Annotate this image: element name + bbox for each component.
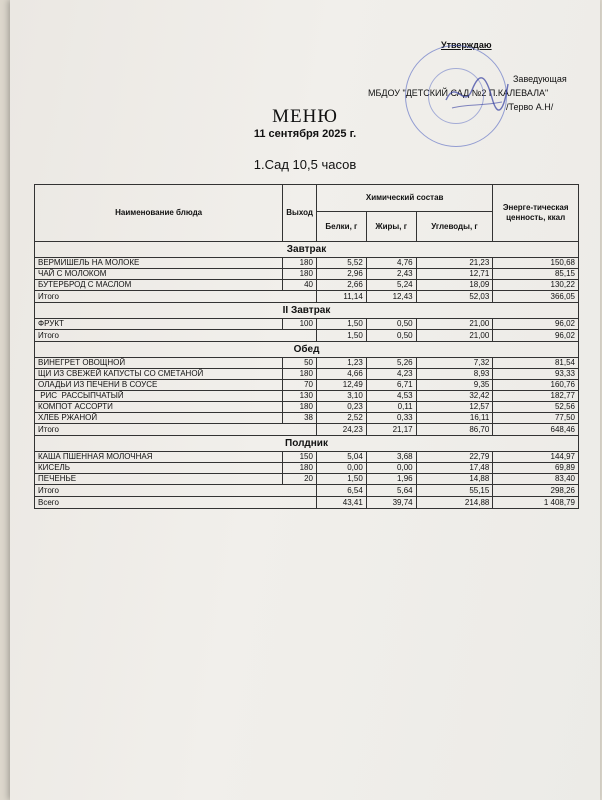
dish-protein: 1,23 <box>316 358 366 369</box>
total-label: Итого <box>35 424 317 436</box>
dish-protein: 0,00 <box>316 463 366 474</box>
dish-energy: 93,33 <box>493 369 579 380</box>
dish-carb: 12,71 <box>416 269 493 280</box>
dish-carb: 8,93 <box>416 369 493 380</box>
dish-yield: 20 <box>283 474 317 485</box>
total-carb: 52,03 <box>416 291 493 303</box>
dish-yield: 38 <box>283 413 317 424</box>
total-fat: 5,64 <box>366 485 416 497</box>
dish-energy: 130,22 <box>493 280 579 291</box>
dish-energy: 160,76 <box>493 380 579 391</box>
dish-yield: 70 <box>283 380 317 391</box>
grand-total-label: Всего <box>35 497 317 509</box>
total-energy: 298,26 <box>493 485 579 497</box>
table-row <box>35 319 579 330</box>
dish-fat: 3,68 <box>366 452 416 463</box>
dish-fat: 4,23 <box>366 369 416 380</box>
total-row <box>35 291 579 303</box>
dish-carb: 21,23 <box>416 258 493 269</box>
total-protein: 6,54 <box>316 485 366 497</box>
dish-protein: 2,66 <box>316 280 366 291</box>
dish-protein: 0,23 <box>316 402 366 413</box>
dish-carb: 18,09 <box>416 280 493 291</box>
grand-total-row <box>35 497 579 509</box>
total-protein: 11,14 <box>316 291 366 303</box>
dish-name: ОЛАДЬИ ИЗ ПЕЧЕНИ В СОУСЕ <box>35 380 283 391</box>
table-row <box>35 369 579 380</box>
dish-fat: 1,96 <box>366 474 416 485</box>
dish-yield: 180 <box>283 258 317 269</box>
grand-total-fat: 39,74 <box>366 497 416 509</box>
dish-carb: 17,48 <box>416 463 493 474</box>
total-carb: 86,70 <box>416 424 493 436</box>
table-row <box>35 413 579 424</box>
table-row <box>35 269 579 280</box>
dish-carb: 21,00 <box>416 319 493 330</box>
grand-total-protein: 43,41 <box>316 497 366 509</box>
dish-energy: 81,54 <box>493 358 579 369</box>
section-title: II Завтрак <box>35 303 579 319</box>
dish-carb: 9,35 <box>416 380 493 391</box>
menu-sheet <box>10 0 600 800</box>
dish-yield: 180 <box>283 402 317 413</box>
dish-name: ФРУКТ <box>35 319 283 330</box>
table-row <box>35 258 579 269</box>
table-row <box>35 474 579 485</box>
dish-yield: 180 <box>283 269 317 280</box>
dish-name: ХЛЕБ РЖАНОЙ <box>35 413 283 424</box>
total-energy: 96,02 <box>493 330 579 342</box>
dish-fat: 0,50 <box>366 319 416 330</box>
section-title: Завтрак <box>35 242 579 258</box>
dish-name: КОМПОТ АССОРТИ <box>35 402 283 413</box>
dish-name: БУТЕРБРОД С МАСЛОМ <box>35 280 283 291</box>
dish-protein: 4,66 <box>316 369 366 380</box>
total-fat: 12,43 <box>366 291 416 303</box>
col-header-name: Наименование блюда <box>35 185 283 242</box>
dish-carb: 14,88 <box>416 474 493 485</box>
grand-total-energy: 1 408,79 <box>493 497 579 509</box>
dish-fat: 0,11 <box>366 402 416 413</box>
table-row <box>35 402 579 413</box>
dish-name: ВЕРМИШЕЛЬ НА МОЛОКЕ <box>35 258 283 269</box>
group-name: 1.Сад 10,5 часов <box>253 157 357 172</box>
dish-protein: 5,52 <box>316 258 366 269</box>
section-title: Обед <box>35 342 579 358</box>
grand-total-carb: 214,88 <box>416 497 493 509</box>
table-row <box>35 391 579 402</box>
dish-protein: 5,04 <box>316 452 366 463</box>
total-fat: 21,17 <box>366 424 416 436</box>
dish-name: КИСЕЛЬ <box>35 463 283 474</box>
dish-yield: 130 <box>283 391 317 402</box>
dish-yield: 150 <box>283 452 317 463</box>
dish-name: ЧАЙ С МОЛОКОМ <box>35 269 283 280</box>
dish-protein: 2,52 <box>316 413 366 424</box>
total-row <box>35 424 579 436</box>
dish-energy: 52,56 <box>493 402 579 413</box>
total-protein: 1,50 <box>316 330 366 342</box>
col-header-yield: Выход <box>283 185 317 242</box>
dish-protein: 12,49 <box>316 380 366 391</box>
dish-energy: 182,77 <box>493 391 579 402</box>
total-label: Итого <box>35 330 317 342</box>
dish-protein: 3,10 <box>316 391 366 402</box>
approve-label: Утверждаю <box>441 40 492 50</box>
dish-energy: 83,40 <box>493 474 579 485</box>
table-row <box>35 358 579 369</box>
dish-fat: 5,26 <box>366 358 416 369</box>
total-carb: 55,15 <box>416 485 493 497</box>
col-header-carb: Углеводы, г <box>416 212 493 242</box>
total-energy: 648,46 <box>493 424 579 436</box>
dish-name: ЩИ ИЗ СВЕЖЕЙ КАПУСТЫ СО СМЕТАНОЙ <box>35 369 283 380</box>
total-row <box>35 330 579 342</box>
dish-energy: 144,97 <box>493 452 579 463</box>
dish-name: РИС РАССЫПЧАТЫЙ <box>35 391 283 402</box>
approver-position: Заведующая <box>513 74 567 84</box>
col-header-energy: Энерге-тическая ценность, ккал <box>493 185 579 242</box>
dish-energy: 69,89 <box>493 463 579 474</box>
table-row <box>35 452 579 463</box>
dish-fat: 2,43 <box>366 269 416 280</box>
dish-name: КАША ПШЕННАЯ МОЛОЧНАЯ <box>35 452 283 463</box>
dish-carb: 32,42 <box>416 391 493 402</box>
dish-fat: 4,53 <box>366 391 416 402</box>
dish-yield: 40 <box>283 280 317 291</box>
table-row <box>35 280 579 291</box>
total-label: Итого <box>35 291 317 303</box>
dish-yield: 100 <box>283 319 317 330</box>
dish-energy: 85,15 <box>493 269 579 280</box>
menu-date: 11 сентября 2025 г. <box>253 128 357 140</box>
col-header-protein: Белки, г <box>316 212 366 242</box>
menu-table <box>34 184 579 509</box>
dish-carb: 12,57 <box>416 402 493 413</box>
dish-yield: 180 <box>283 463 317 474</box>
total-energy: 366,05 <box>493 291 579 303</box>
dish-energy: 96,02 <box>493 319 579 330</box>
dish-yield: 180 <box>283 369 317 380</box>
dish-carb: 16,11 <box>416 413 493 424</box>
total-label: Итого <box>35 485 317 497</box>
table-row <box>35 380 579 391</box>
col-header-chem: Химический состав <box>316 185 492 212</box>
organization-name: МБДОУ "ДЕТСКИЙ САД №2 П.КАЛЕВАЛА" <box>368 88 549 98</box>
dish-protein: 1,50 <box>316 319 366 330</box>
page-title: МЕНЮ <box>272 106 338 127</box>
signatory-name: /Терво А.Н/ <box>506 102 554 112</box>
total-fat: 0,50 <box>366 330 416 342</box>
total-row <box>35 485 579 497</box>
table-row <box>35 463 579 474</box>
dish-carb: 7,32 <box>416 358 493 369</box>
dish-fat: 5,24 <box>366 280 416 291</box>
dish-fat: 4,76 <box>366 258 416 269</box>
dish-energy: 77,50 <box>493 413 579 424</box>
dish-yield: 50 <box>283 358 317 369</box>
dish-name: ВИНЕГРЕТ ОВОЩНОЙ <box>35 358 283 369</box>
total-protein: 24,23 <box>316 424 366 436</box>
dish-fat: 0,33 <box>366 413 416 424</box>
col-header-fat: Жиры, г <box>366 212 416 242</box>
dish-carb: 22,79 <box>416 452 493 463</box>
total-carb: 21,00 <box>416 330 493 342</box>
section-title: Полдник <box>35 436 579 452</box>
dish-protein: 2,96 <box>316 269 366 280</box>
dish-fat: 0,00 <box>366 463 416 474</box>
dish-fat: 6,71 <box>366 380 416 391</box>
dish-energy: 150,68 <box>493 258 579 269</box>
dish-protein: 1,50 <box>316 474 366 485</box>
dish-name: ПЕЧЕНЬЕ <box>35 474 283 485</box>
